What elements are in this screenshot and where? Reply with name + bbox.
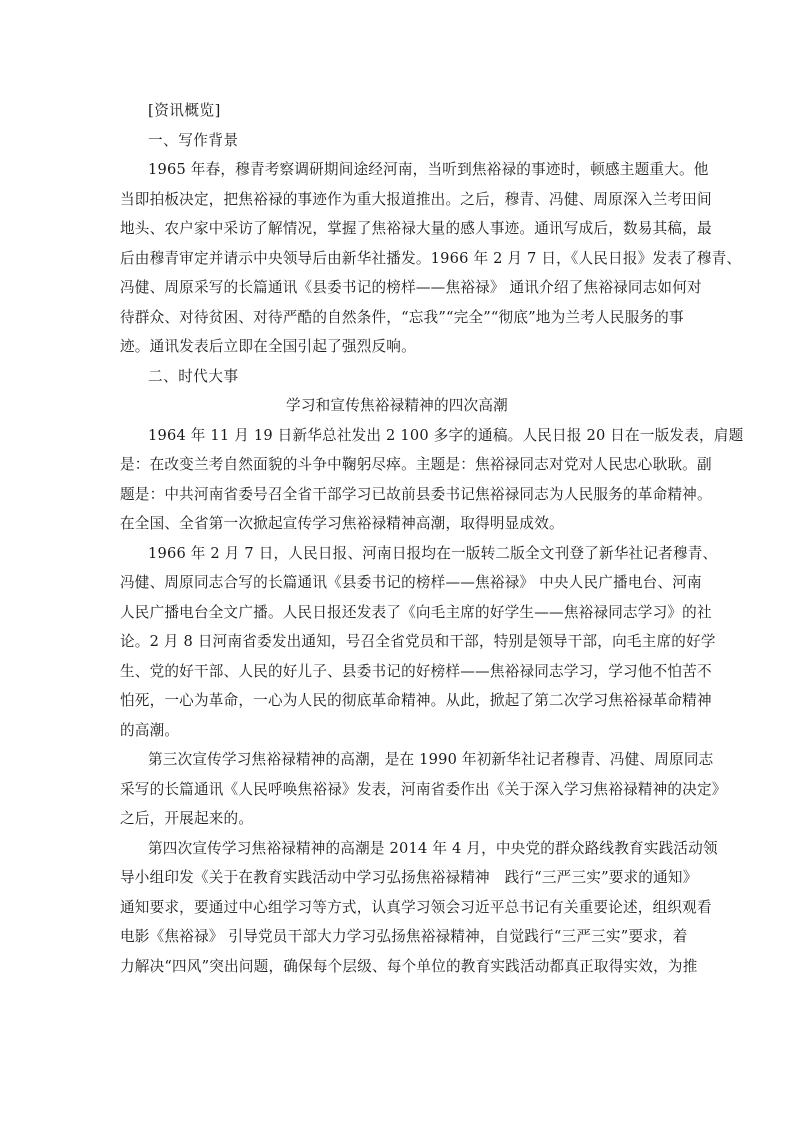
text-line: 电影《焦裕禄》 引导党员干部大力学习弘扬焦裕禄精神，自觉践行“三严三实”要求，着 — [120, 928, 688, 945]
text-line: 的高潮。 — [120, 721, 180, 739]
section-heading-major-events: 二、时代大事 — [148, 367, 239, 385]
text-line: 论。2 月 8 日河南省委发出通知，号召全省党员和干部，特别是领导干部，向毛主席的好学 — [120, 633, 716, 650]
text-line: 1965 年春，穆青考察调研期间途经河南，当听到焦裕禄的事迹时，顿感主题重大。他 — [148, 161, 709, 178]
overview-heading: [资讯概览] — [148, 102, 221, 119]
paragraph-second-wave — [120, 539, 718, 746]
text-line: 题是：中共河南省委号召全省干部学习已故前县委书记焦裕禄同志为人民服务的革命精神。 — [120, 485, 712, 503]
text-line: 冯健、周原同志合写的长篇通讯《县委书记的榜样——焦裕禄》 中央人民广播电台、河南 — [120, 574, 702, 591]
text-line: 采写的长篇通讯《人民呼唤焦裕禄》发表，河南省委作出《关于深入学习焦裕禄精神的决定》 — [120, 780, 727, 798]
text-line: 冯健、周原采写的长篇通讯《县委书记的榜样——焦裕禄》 通讯介绍了焦裕禄同志如何对 — [120, 279, 702, 296]
text-line: 第四次宣传学习焦裕禄精神的高潮是 2014 年 4 月，中央党的群众路线教育实践活动领 — [148, 839, 718, 857]
document-page — [120, 96, 744, 981]
paragraph-fourth-wave — [120, 834, 718, 982]
text-line: 后由穆青审定并请示中央领导后由新华社播发。1966 年 2 月 7 日，《人民日报》发表了穆青、 — [120, 249, 742, 267]
text-line: 第三次宣传学习焦裕禄精神的高潮，是在 1990 年初新华社记者穆青、冯健、周原同志 — [148, 751, 714, 768]
paragraph-writing-background — [120, 155, 742, 362]
text-line: 生、党的好干部、人民的好儿子、县委书记的好榜样——焦裕禄同志学习，学习他不怕苦不 — [120, 662, 712, 680]
paragraph-first-wave — [120, 421, 744, 539]
paragraph-third-wave — [120, 745, 727, 834]
text-line: 人民广播电台全文广播。人民日报还发表了《向毛主席的好学生——焦裕禄同志学习》的社 — [120, 603, 712, 621]
text-line: 1964 年 11 月 19 日新华总社发出 2 100 多字的通稿。人民日报 20 日在一版发表，肩题 — [148, 426, 744, 444]
text-line: 在全国、全省第一次掀起宣传学习焦裕禄精神高潮，取得明显成效。 — [120, 515, 564, 532]
text-line: 通知要求，要通过中心组学习等方式，认真学习领会习近平总书记有关重要论述，组织观看 — [120, 898, 712, 916]
text-line: 当即拍板决定，把焦裕禄的事迹作为重大报道推出。之后，穆青、冯健、周原深入兰考田间 — [120, 190, 712, 208]
text-line: 之后，开展起来的。 — [120, 810, 254, 827]
text-line: 地头、农户家中采访了解情况，掌握了焦裕禄大量的感人事迹。通讯写成后，数易其稿，最 — [120, 220, 712, 237]
article-title: 学习和宣传焦裕禄精神的四次高潮 — [286, 397, 508, 414]
text-line: 1966 年 2 月 7 日，人民日报、河南日报均在一版转二版全文刊登了新华社记者穆青、 — [148, 544, 718, 562]
text-line: 迹。通讯发表后立即在全国引起了强烈反响。 — [120, 338, 416, 355]
text-line: 是：在改变兰考自然面貌的斗争中鞠躬尽瘁。主题是：焦裕禄同志对党对人民忠心耿耿。副 — [120, 456, 712, 473]
text-line: 怕死，一心为革命，一心为人民的彻底革命精神。从此，掀起了第二次学习焦裕禄革命精神 — [120, 692, 712, 709]
text-line: 力解决“四风”突出问题，确保每个层级、每个单位的教育实践活动都真正取得实效，为推 — [120, 957, 698, 975]
section-heading-writing-background: 一、写作背景 — [148, 131, 239, 149]
text-line: 待群众、对待贫困、对待严酷的自然条件，“忘我”“完全”“彻底”地为兰考人民服务的事 — [120, 308, 684, 326]
text-line: 导小组印发《关于在教育实践活动中学习弘扬焦裕禄精神 践行“三严三实”要求的通知》 — [120, 869, 698, 886]
